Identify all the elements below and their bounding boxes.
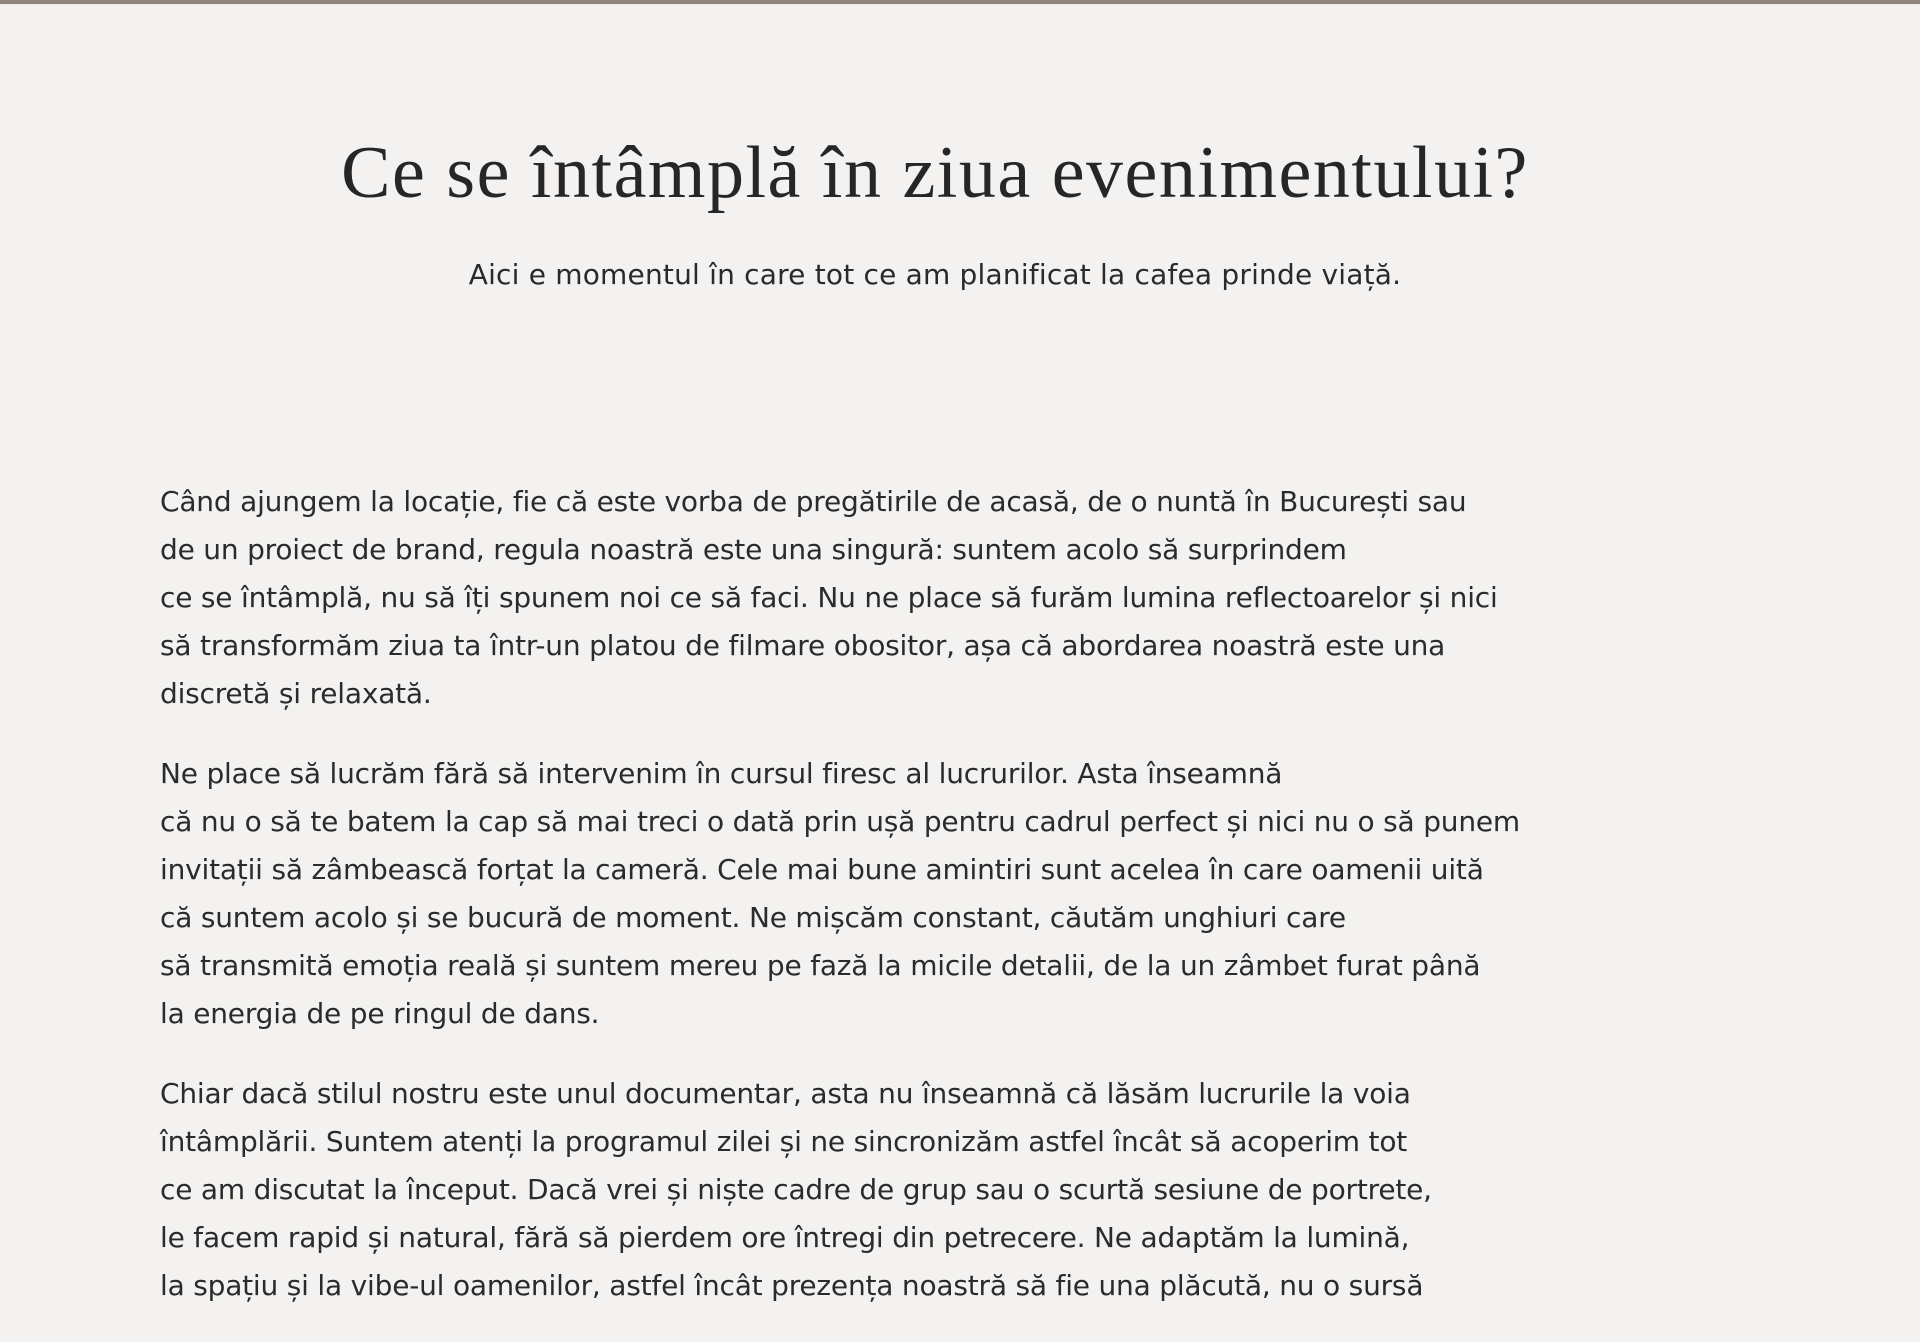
paragraph-line: întâmplării. Suntem atenți la programul zilei și ne sincronizăm astfel încât să acoperim tot bbox=[160, 1125, 1408, 1158]
paragraph-approach bbox=[160, 750, 1720, 1038]
paragraph-line: la energia de pe ringul de dans. bbox=[160, 997, 600, 1030]
paragraph-line: de un proiect de brand, regula noastră este una singură: suntem acolo să surprindem bbox=[160, 533, 1347, 566]
paragraph-line: Chiar dacă stilul nostru este unul documentar, asta nu înseamnă că lăsăm lucrurile la voia bbox=[160, 1077, 1411, 1110]
paragraph-line: ce se întâmplă, nu să îți spunem noi ce să faci. Nu ne place să furăm lumina reflectoarelor și nici bbox=[160, 581, 1498, 614]
paragraph-line: le facem rapid și natural, fără să pierdem ore întregi din petrecere. Ne adaptăm la lumină, bbox=[160, 1221, 1410, 1254]
paragraph-line: ce am discutat la început. Dacă vrei și niște cadre de grup sau o scurtă sesiune de portrete, bbox=[160, 1173, 1432, 1206]
page-title: Ce se întâmplă în ziua evenimentului? bbox=[341, 132, 1529, 214]
paragraph-line: Ne place să lucrăm fără să intervenim în cursul firesc al lucrurilor. Asta înseamnă bbox=[160, 757, 1283, 790]
paragraph-line: invitații să zâmbească forțat la cameră. Cele mai bune amintiri sunt acelea în care oamenii uită bbox=[160, 853, 1484, 886]
paragraph-line: că nu o să te batem la cap să mai treci o dată prin ușă pentru cadrul perfect și nici nu o să punem bbox=[160, 805, 1520, 838]
paragraph-line: că suntem acolo și se bucură de moment. Ne mișcăm constant, căutăm unghiuri care bbox=[160, 901, 1346, 934]
paragraph-documentary bbox=[160, 1070, 1720, 1310]
paragraph-line: la spațiu și la vibe-ul oamenilor, astfel încât prezența noastră să fie una plăcută, nu o sursă bbox=[160, 1269, 1424, 1302]
paragraph-arrival bbox=[160, 478, 1720, 718]
paragraph-line: discretă și relaxată. bbox=[160, 677, 432, 710]
page-subtitle: Aici e momentul în care tot ce am planificat la cafea prinde viață. bbox=[468, 258, 1402, 291]
top-border-highlight bbox=[0, 4, 1920, 5]
paragraph-line: Când ajungem la locație, fie că este vorba de pregătirile de acasă, de o nuntă în București sau bbox=[160, 485, 1467, 518]
paragraph-line: să transmită emoția reală și suntem mereu pe fază la micile detalii, de la un zâmbet furat până bbox=[160, 949, 1481, 982]
paragraph-line: să transformăm ziua ta într-un platou de filmare obositor, așa că abordarea noastră este una bbox=[160, 629, 1446, 662]
article-body bbox=[160, 478, 1720, 1342]
